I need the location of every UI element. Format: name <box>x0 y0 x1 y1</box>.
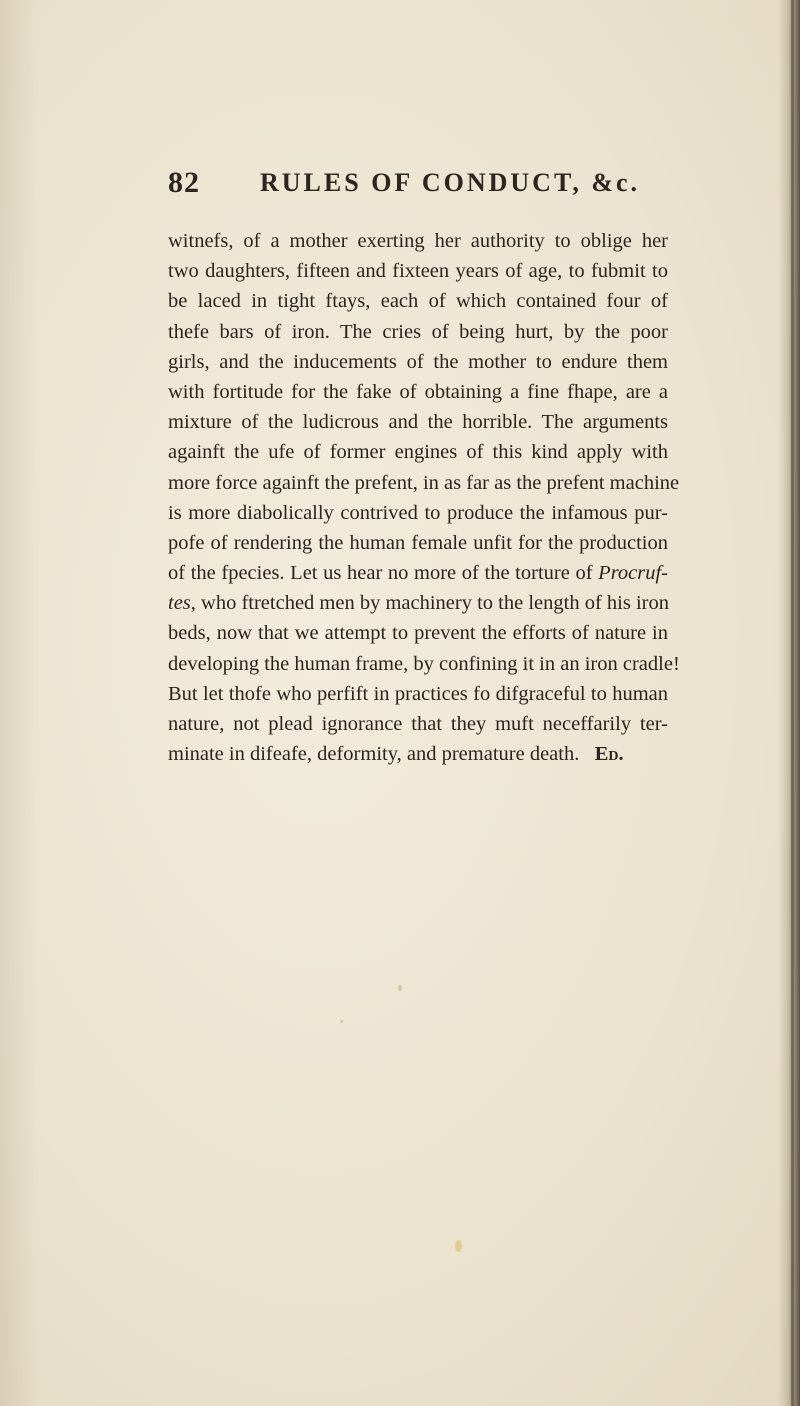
text-segment: minate in difeafe, deformity, and premature death. <box>168 743 580 766</box>
text-line: two daughters, fifteen and fixteen years of age, to fubmit to <box>168 260 668 283</box>
page-edge-strip <box>791 0 794 1406</box>
paper-speck <box>455 1240 462 1252</box>
text-line: witnefs, of a mother exerting her authority to oblige her <box>168 230 668 252</box>
page-header <box>168 166 648 210</box>
italic-name: tes <box>168 592 191 615</box>
text-segment: , who ftretched men by machinery to the length of his iron <box>190 592 669 615</box>
text-line: is more diabolically contrived to produce the infamous pur- <box>168 501 668 524</box>
text-line: girls, and the inducements of the mother to endure them <box>168 350 668 373</box>
body-paragraph <box>168 226 680 769</box>
text-line: thefe bars of iron. The cries of being hurt, by the poor <box>168 320 668 343</box>
text-line: But let thofe who perfift in practices fo difgraceful to human <box>168 682 668 705</box>
text-line: nature, not plead ignorance that they muft neceffarily ter- <box>168 713 668 735</box>
text-line: mixture of the ludicrous and the horrible. The arguments <box>168 411 668 434</box>
text-line: be laced in tight ftays, each of which contained four of <box>168 290 668 313</box>
page-number: 82 <box>168 166 200 199</box>
paper-speck <box>398 985 402 991</box>
running-title: RULES OF CONDUCT, &c. <box>260 168 641 197</box>
editor-signature: Ed. <box>594 743 624 766</box>
text-line: pofe of rendering the human female unfit for the production <box>168 531 668 554</box>
page-edge-shadow <box>778 0 800 1406</box>
paper-speck <box>340 1020 343 1023</box>
italic-name: Procruf- <box>598 562 669 585</box>
text-line-final <box>168 739 668 769</box>
text-line: beds, now that we attempt to prevent the efforts of nature in <box>168 622 668 645</box>
text-segment: of the fpecies. Let us hear no more of the torture of <box>168 562 593 585</box>
page-gutter-shade <box>0 0 40 1406</box>
text-line: more force againft the prefent, in as far as the prefent machine <box>168 471 680 494</box>
text-line: with fortitude for the fake of obtaining a fine fhape, are a <box>168 380 668 403</box>
text-line-with-italic <box>168 588 668 618</box>
text-line: developing the human frame, by confining it in an iron cradle! <box>168 652 680 675</box>
text-line: againft the ufe of former engines of this kind apply with <box>168 441 668 464</box>
text-line-with-italic <box>168 558 668 588</box>
